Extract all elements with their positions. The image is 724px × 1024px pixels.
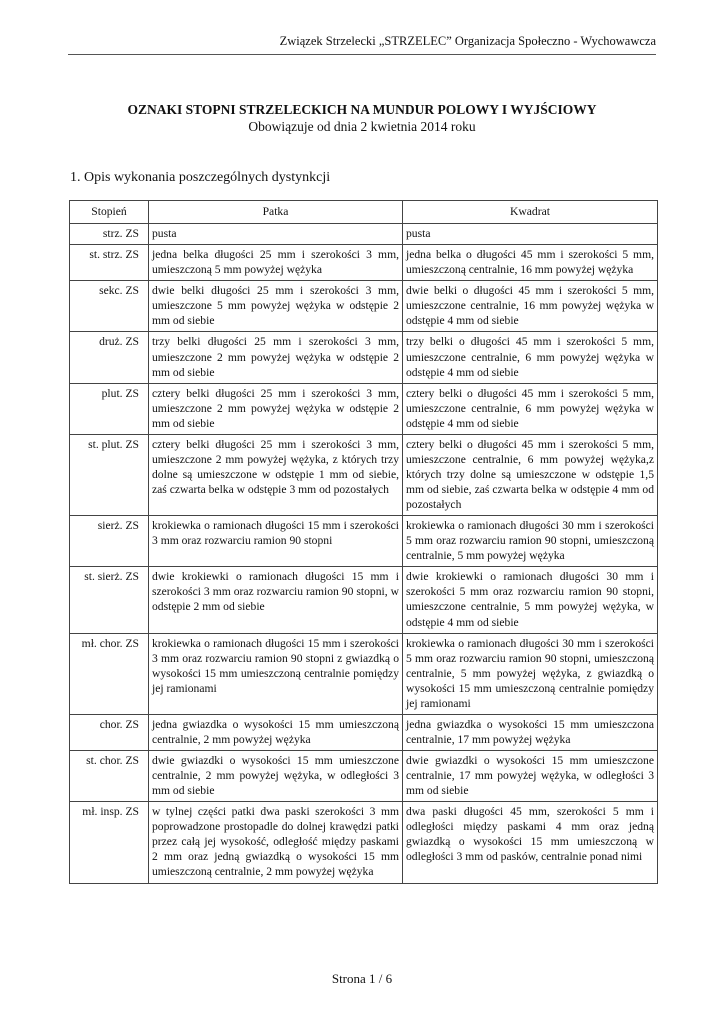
- patka-cell: cztery belki długości 25 mm i szerokości 3 mm, umieszczone 2 mm powyżej wężyka w odstępie 2 mm od siebie: [149, 383, 403, 434]
- patka-cell: jedna gwiazdka o wysokości 15 mm umieszczoną centralnie, 2 mm powyżej wężyka: [149, 714, 403, 750]
- table-row: [70, 383, 658, 434]
- rank-cell: strz. ZS: [70, 224, 149, 245]
- patka-cell: dwie krokiewki o ramionach długości 15 mm i szerokości 3 mm oraz rozwarciu ramion 90 stopni, w odstępie 2 mm od siebie: [149, 567, 403, 633]
- kwadrat-cell: dwa paski długości 45 mm, szerokości 5 mm i odległości między paskami 4 mm oraz jedną gwiazdką o wysokości 15 mm umieszczoną w odległości 3 mm od pasków, centralnie ponad nimi: [403, 802, 658, 883]
- patka-cell: trzy belki długości 25 mm i szerokości 3 mm, umieszczone 2 mm powyżej wężyka w odstępie 2 mm od siebie: [149, 332, 403, 383]
- table-header-row: [70, 201, 658, 224]
- table-row: [70, 802, 658, 883]
- rank-cell: druż. ZS: [70, 332, 149, 383]
- table-row: [70, 332, 658, 383]
- kwadrat-cell: jedna gwiazdka o wysokości 15 mm umieszczona centralnie, 17 mm powyżej wężyka: [403, 714, 658, 750]
- table-row: [70, 281, 658, 332]
- table-row: [70, 633, 658, 714]
- rank-cell: mł. insp. ZS: [70, 802, 149, 883]
- table-row: [70, 245, 658, 281]
- patka-cell: krokiewka o ramionach długości 15 mm i szerokości 3 mm oraz rozwarciu ramion 90 stopni z gwiazdką o wysokości 15 mm umieszczoną centralnie pomiędzy jej ramionami: [149, 633, 403, 714]
- patka-cell: krokiewka o ramionach długości 15 mm i szerokości 3 mm oraz rozwarciu ramion 90 stopni: [149, 516, 403, 567]
- table-row: [70, 434, 658, 515]
- document-title: OZNAKI STOPNI STRZELECKICH NA MUNDUR POLOWY I WYJŚCIOWY: [127, 102, 597, 117]
- table-row: [70, 751, 658, 802]
- patka-cell: dwie gwiazdki o wysokości 15 mm umieszczone centralnie, 2 mm powyżej wężyka, w odległości 3 mm od siebie: [149, 751, 403, 802]
- table-row: [70, 224, 658, 245]
- kwadrat-cell: cztery belki o długości 45 mm i szerokości 5 mm, umieszczone centralnie, 6 mm powyżej wężyka w odstępie 4 mm od siebie: [403, 383, 658, 434]
- kwadrat-cell: jedna belka o długości 45 mm i szerokości 5 mm, umieszczoną centralnie, 16 mm powyżej wężyka: [403, 245, 658, 281]
- kwadrat-cell: cztery belki o długości 45 mm i szerokości 5 mm, umieszczone centralnie, 6 mm powyżej wężyka,z których trzy dolne są umieszczone w odstępie 1,5 mm od siebie, zaś czwarta belka w odstępie 4 mm od pozostałych: [403, 434, 658, 515]
- patka-cell: w tylnej części patki dwa paski szerokości 3 mm poprowadzone prostopadle do dolnej krawędzi patki przez całą jej wysokość, odległość między paskami 2 mm oraz jedną gwiazdką o wysokości 15 mm umieszczoną centralnie, 2 mm powyżej wężyka: [149, 802, 403, 883]
- kwadrat-cell: trzy belki o długości 45 mm i szerokości 5 mm, umieszczone centralnie, 6 mm powyżej wężyka w odstępie 4 mm od siebie: [403, 332, 658, 383]
- rank-cell: st. chor. ZS: [70, 751, 149, 802]
- rank-cell: st. sierż. ZS: [70, 567, 149, 633]
- table-row: [70, 714, 658, 750]
- table-row: [70, 567, 658, 633]
- rank-insignia-table: [69, 200, 658, 884]
- page-number: Strona 1 / 6: [331, 971, 393, 986]
- kwadrat-cell: krokiewka o ramionach długości 30 mm i szerokości 5 mm oraz rozwarciu ramion 90 stopni, umieszczoną centralnie, 5 mm powyżej wężyka, z gwiazdką o wysokości 15 mm umieszczoną centralnie pomiędzy jej ramionami: [403, 633, 658, 714]
- rank-cell: plut. ZS: [70, 383, 149, 434]
- patka-cell: pusta: [149, 224, 403, 245]
- kwadrat-cell: krokiewka o ramionach długości 30 mm i szerokości 5 mm oraz rozwarciu ramion 90 stopni, umieszczoną centralnie, 5 mm powyżej wężyka: [403, 516, 658, 567]
- rank-cell: st. plut. ZS: [70, 434, 149, 515]
- organization-name: Związek Strzelecki „STRZELEC” Organizacja Społeczno - Wychowawcza: [279, 34, 656, 48]
- patka-cell: dwie belki długości 25 mm i szerokości 3 mm, umieszczone 5 mm powyżej wężyka w odstępie 2 mm od siebie: [149, 281, 403, 332]
- patka-cell: cztery belki długości 25 mm i szerokości 3 mm, umieszczone 2 mm powyżej wężyka, z których trzy dolne są umieszczone w odstępie 1 mm od siebie, zaś czwarta belka w odstępie 3 mm od pozostałych: [149, 434, 403, 515]
- rank-cell: sekc. ZS: [70, 281, 149, 332]
- rank-cell: chor. ZS: [70, 714, 149, 750]
- rank-cell: st. strz. ZS: [70, 245, 149, 281]
- kwadrat-cell: dwie krokiewki o ramionach długości 30 mm i szerokości 5 mm oraz rozwarciu ramion 90 stopni, umieszczone centralnie, 5 mm powyżej wężyka, w odstępie 4 mm od siebie: [403, 567, 658, 633]
- column-header-kwadrat: Kwadrat: [403, 201, 658, 224]
- column-header-patka: Patka: [149, 201, 403, 224]
- kwadrat-cell: dwie belki o długości 45 mm i szerokości 5 mm, umieszczone centralnie, 16 mm powyżej wężyka w odstępie 4 mm od siebie: [403, 281, 658, 332]
- page-header: [68, 34, 656, 55]
- rank-cell: mł. chor. ZS: [70, 633, 149, 714]
- table-row: [70, 516, 658, 567]
- patka-cell: jedna belka długości 25 mm i szerokości 3 mm, umieszczoną 5 mm powyżej wężyka: [149, 245, 403, 281]
- column-header-rank: Stopień: [70, 201, 149, 224]
- section-heading: 1. Opis wykonania poszczególnych dystynkcji: [70, 170, 331, 185]
- kwadrat-cell: dwie gwiazdki o wysokości 15 mm umieszczone centralnie, 17 mm powyżej wężyka, w odległości 3 mm od siebie: [403, 751, 658, 802]
- document-subtitle: Obowiązuje od dnia 2 kwietnia 2014 roku: [248, 119, 476, 134]
- kwadrat-cell: pusta: [403, 224, 658, 245]
- rank-cell: sierż. ZS: [70, 516, 149, 567]
